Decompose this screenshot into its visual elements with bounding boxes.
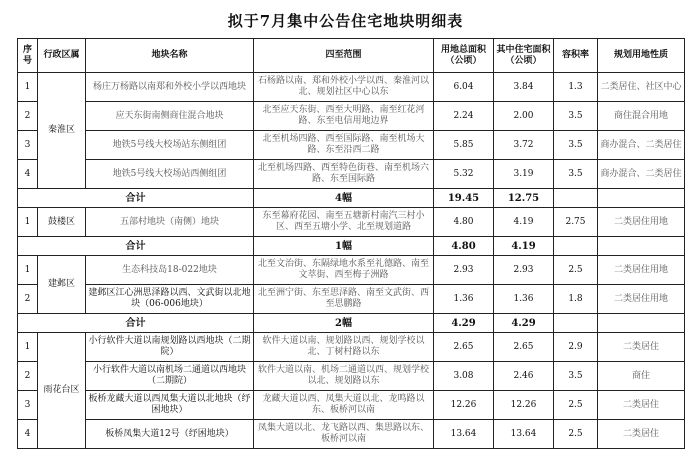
cell-range: 软件大道以南、规划路以西、规划学校以北、丁树村路以东	[254, 333, 434, 362]
cell-far: 3.5	[554, 160, 598, 189]
total-row	[18, 314, 685, 333]
total-count: 2幅	[254, 314, 434, 333]
header-use: 规划用地性质	[598, 39, 685, 73]
cell-name: 板桥凤集大道12号（纾困地块）	[86, 420, 254, 449]
total-row	[18, 237, 685, 256]
cell-range: 北至洲宁街、东至思泽路、南至文武街、西至思鹏路	[254, 285, 434, 314]
total-empty	[554, 189, 598, 208]
cell-name: 应天东街南侧商住混合地块	[86, 102, 254, 131]
total-row	[18, 189, 685, 208]
cell-no: 2	[18, 102, 38, 131]
cell-district: 建邺区	[38, 256, 86, 314]
cell-res: 3.19	[494, 160, 554, 189]
total-area: 4.29	[434, 314, 494, 333]
cell-use: 二类居住	[598, 333, 685, 362]
table-row	[18, 362, 685, 391]
cell-area: 6.04	[434, 73, 494, 102]
header-range: 四至范围	[254, 39, 434, 73]
total-count: 1幅	[254, 237, 434, 256]
header-far: 容积率	[554, 39, 598, 73]
cell-use: 商办混合、二类居住	[598, 160, 685, 189]
cell-res: 2.00	[494, 102, 554, 131]
total-label: 合计	[18, 237, 254, 256]
header-name: 地块名称	[86, 39, 254, 73]
cell-district: 鼓楼区	[38, 208, 86, 237]
cell-name: 地铁5号线大校场站东侧组团	[86, 131, 254, 160]
cell-far: 3.5	[554, 102, 598, 131]
cell-far: 2.75	[554, 208, 598, 237]
cell-no: 1	[18, 333, 38, 362]
table-row	[18, 102, 685, 131]
cell-range: 北至应天东街、西至大明路、南至红花河路、东至电信用地边界	[254, 102, 434, 131]
total-res: 4.19	[494, 237, 554, 256]
cell-far: 2.5	[554, 420, 598, 449]
cell-district: 雨花台区	[38, 333, 86, 449]
cell-res: 2.65	[494, 333, 554, 362]
total-empty	[598, 314, 685, 333]
cell-area: 12.26	[434, 391, 494, 420]
cell-res: 12.26	[494, 391, 554, 420]
cell-no: 2	[18, 285, 38, 314]
header-row	[18, 39, 685, 73]
cell-area: 1.36	[434, 285, 494, 314]
cell-far: 2.5	[554, 391, 598, 420]
cell-range: 东至幕府花园、南至五塘新村南汽三村小区、西至五塘小学、北至规划道路	[254, 208, 434, 237]
cell-far: 1.8	[554, 285, 598, 314]
header-no: 序号	[18, 39, 38, 73]
cell-name: 小行软件大道以南规划路以西地块（二期院）	[86, 333, 254, 362]
table-row	[18, 131, 685, 160]
cell-no: 1	[18, 208, 38, 237]
total-empty	[554, 237, 598, 256]
cell-use: 商住	[598, 362, 685, 391]
cell-no: 3	[18, 391, 38, 420]
cell-no: 2	[18, 362, 38, 391]
table-row	[18, 391, 685, 420]
land-table	[17, 38, 685, 449]
cell-far: 1.3	[554, 73, 598, 102]
cell-area: 2.65	[434, 333, 494, 362]
cell-no: 4	[18, 420, 38, 449]
total-empty	[598, 189, 685, 208]
total-res: 12.75	[494, 189, 554, 208]
cell-range: 北至机场四路、西至国际路、南至机场大路、东至沿西二路	[254, 131, 434, 160]
table-row	[18, 208, 685, 237]
cell-name: 板桥龙藏大道以西凤集大道以北地块（纾困地块）	[86, 391, 254, 420]
cell-use: 二类居住、社区中心	[598, 73, 685, 102]
cell-use: 二类居住用地	[598, 285, 685, 314]
cell-no: 1	[18, 73, 38, 102]
cell-res: 4.19	[494, 208, 554, 237]
cell-far: 3.5	[554, 131, 598, 160]
cell-res: 3.84	[494, 73, 554, 102]
page-title: 拟于7月集中公告住宅地块明细表	[227, 12, 464, 30]
cell-no: 1	[18, 256, 38, 285]
total-label: 合计	[18, 189, 254, 208]
header-district: 行政区属	[38, 39, 86, 73]
cell-range: 龙藏大道以西、凤集大道以北、龙鸣路以东、板桥河以南	[254, 391, 434, 420]
cell-name: 杨庄万杨路以南郑和外校小学以西地块	[86, 73, 254, 102]
total-empty	[598, 237, 685, 256]
table-row	[18, 73, 685, 102]
cell-res: 2.46	[494, 362, 554, 391]
cell-area: 2.24	[434, 102, 494, 131]
header-res: 其中住宅面积（公顷）	[494, 39, 554, 73]
cell-area: 4.80	[434, 208, 494, 237]
total-area: 19.45	[434, 189, 494, 208]
cell-area: 5.32	[434, 160, 494, 189]
cell-far: 2.9	[554, 333, 598, 362]
cell-far: 2.5	[554, 256, 598, 285]
table-row	[18, 333, 685, 362]
cell-far: 3.5	[554, 362, 598, 391]
cell-name: 小行软件大道以南机场二通道以西地块（二期院）	[86, 362, 254, 391]
cell-use: 二类居住	[598, 391, 685, 420]
table-row	[18, 256, 685, 285]
cell-res: 3.72	[494, 131, 554, 160]
header-area: 用地总面积（公顷）	[434, 39, 494, 73]
cell-res: 13.64	[494, 420, 554, 449]
cell-range: 软件大道以南、机场二通道以西、规划学校以北、规划路以东	[254, 362, 434, 391]
total-area: 4.80	[434, 237, 494, 256]
cell-res: 1.36	[494, 285, 554, 314]
cell-district: 秦淮区	[38, 73, 86, 189]
total-count: 4幅	[254, 189, 434, 208]
cell-no: 3	[18, 131, 38, 160]
cell-use: 二类居住用地	[598, 256, 685, 285]
total-res: 4.29	[494, 314, 554, 333]
cell-name: 地铁5号线大校场站西侧组团	[86, 160, 254, 189]
cell-area: 5.85	[434, 131, 494, 160]
total-empty	[554, 314, 598, 333]
cell-name: 生态科技岛18-022地块	[86, 256, 254, 285]
cell-range: 凤集大道以北、龙飞路以西、集思路以东、板桥河以南	[254, 420, 434, 449]
cell-name: 建邺区江心洲思泽路以西、文武街以北地块（06-006地块）	[86, 285, 254, 314]
cell-res: 2.93	[494, 256, 554, 285]
table-row	[18, 285, 685, 314]
table-row	[18, 160, 685, 189]
cell-area: 13.64	[434, 420, 494, 449]
cell-range: 石杨路以南、郑和外校小学以西、秦淮河以北、规划社区中心以东	[254, 73, 434, 102]
cell-use: 商住混合用地	[598, 102, 685, 131]
cell-no: 4	[18, 160, 38, 189]
cell-area: 2.93	[434, 256, 494, 285]
cell-name: 五部村地块（南侧）地块	[86, 208, 254, 237]
cell-area: 3.08	[434, 362, 494, 391]
table-row	[18, 420, 685, 449]
land-table-container	[17, 38, 684, 449]
cell-use: 商办混合、二类居住	[598, 131, 685, 160]
total-label: 合计	[18, 314, 254, 333]
cell-range: 北至文治街、东隔绿地水系至礼德路、南至文萃街、西至梅子洲路	[254, 256, 434, 285]
cell-use: 二类居住	[598, 420, 685, 449]
cell-use: 二类居住用地	[598, 208, 685, 237]
cell-range: 北至机场四路、西至特色街巷、南至机场六路、东至国际路	[254, 160, 434, 189]
